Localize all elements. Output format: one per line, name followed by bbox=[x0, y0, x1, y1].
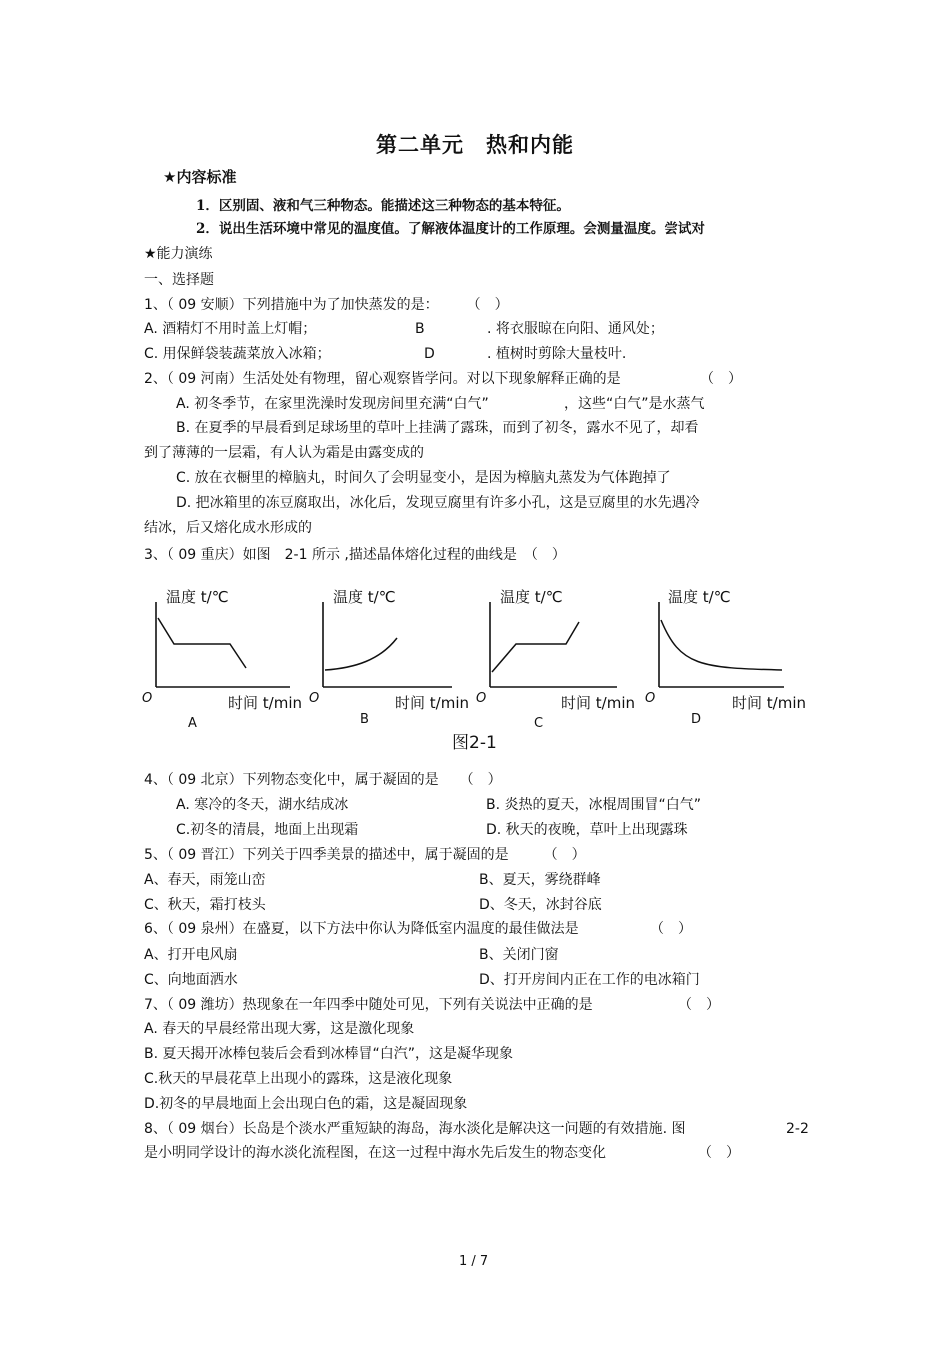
q1-option-a: A. 酒精灯不用时盖上灯帽； bbox=[144, 321, 317, 337]
graph-c-ylabel: 温度 t/℃ bbox=[500, 588, 563, 606]
graph-d-ylabel: 温度 t/℃ bbox=[668, 588, 731, 606]
graph-b-curve bbox=[325, 638, 397, 670]
q4-option-d: D. 秋天的夜晚，草叶上出现露珠 bbox=[486, 822, 688, 838]
q7-option-b: B. 夏天揭开冰棒包装后会看到冰棒冒“白汽”，这是凝华现象 bbox=[144, 1046, 514, 1062]
q1-option-d: . 植树时剪除大量枝叶. bbox=[487, 346, 627, 362]
q4-option-a: A. 寒冷的冬天，湖水结成冰 bbox=[176, 797, 349, 813]
q1-option-b-letter: B bbox=[415, 321, 425, 337]
q5-option-c: C、秋天，霜打枝头 bbox=[144, 897, 266, 913]
q1-option-b: . 将衣服晾在向阳、通风处； bbox=[487, 321, 664, 337]
graph-panel-d bbox=[645, 588, 806, 727]
graph-b-origin: O bbox=[309, 691, 320, 706]
q7-stem: 7、（ 09 潍坊）热现象在一年四季中随处可见，下列有关说法中正确的是 bbox=[144, 997, 593, 1013]
q8-answer-paren: （ ） bbox=[698, 1145, 740, 1161]
graph-a-xlabel: 时间 t/min bbox=[228, 694, 302, 712]
q5-stem: 5、（ 09 晋江）下列关于四季美景的描述中，属于凝固的是 （ ） bbox=[144, 847, 586, 863]
graph-a-origin: O bbox=[142, 691, 153, 706]
q4-stem: 4、（ 09 北京）下列物态变化中，属于凝固的是 （ ） bbox=[144, 772, 502, 788]
q2-answer-paren: （ ） bbox=[700, 371, 742, 387]
q7-option-d: D.初冬的早晨地面上会出现白色的霜，这是凝固现象 bbox=[144, 1096, 468, 1112]
q6-option-b: B、关闭门窗 bbox=[479, 947, 559, 963]
q6-answer-paren: （ ） bbox=[650, 921, 692, 937]
figure-caption: 图2-1 bbox=[452, 733, 497, 753]
q6-option-c: C、向地面洒水 bbox=[144, 972, 238, 988]
q7-answer-paren: （ ） bbox=[678, 997, 720, 1013]
q2-option-b-line2: 到了薄薄的一层霜，有人认为霜是由露变成的 bbox=[144, 445, 424, 461]
q2-stem: 2、（ 09 河南）生活处处有物理，留心观察皆学问。对以下现象解释正确的是 bbox=[144, 371, 621, 387]
page-title: 第二单元 热和内能 bbox=[376, 133, 574, 157]
graph-d-xlabel: 时间 t/min bbox=[732, 694, 806, 712]
q7-option-a: A. 春天的早晨经常出现大雾，这是激化现象 bbox=[144, 1021, 415, 1037]
graph-d-curve bbox=[661, 620, 782, 670]
q2-option-b-line1: B. 在夏季的早晨看到足球场里的草叶上挂满了露珠，而到了初冬，露水不见了，却看 bbox=[176, 420, 699, 436]
q4-option-b: B. 炎热的夏天，冰棍周围冒“白气” bbox=[486, 797, 702, 813]
q6-stem: 6、（ 09 泉州）在盛夏，以下方法中你认为降低室内温度的最佳做法是 bbox=[144, 921, 579, 937]
graph-panel-a bbox=[142, 588, 302, 731]
page-number: 1 / 7 bbox=[459, 1254, 489, 1269]
graph-c-curve bbox=[492, 622, 579, 672]
graph-d-origin: O bbox=[645, 691, 656, 706]
graph-d-label: D bbox=[691, 712, 702, 727]
standard-item-1: 1．区别固、液和气三种物态。能描述这三种物态的基本特征。 bbox=[196, 198, 570, 214]
graph-c-label: C bbox=[534, 716, 544, 731]
q8-line1: 8、（ 09 烟台）长岛是个淡水严重短缺的海岛，海水淡化是解决这一问题的有效措施. 图 bbox=[144, 1121, 686, 1137]
q2-option-d-line1: D. 把冰箱里的冻豆腐取出，冰化后，发现豆腐里有许多小孔，这是豆腐里的水先遇冷 bbox=[176, 495, 700, 511]
q2-option-d-line2: 结冰，后又熔化成水形成的 bbox=[144, 520, 312, 536]
q5-option-b: B、夏天，雾绕群峰 bbox=[479, 872, 601, 888]
graph-a-ylabel: 温度 t/℃ bbox=[166, 588, 229, 606]
graph-c-xlabel: 时间 t/min bbox=[561, 694, 635, 712]
graph-b-xlabel: 时间 t/min bbox=[395, 694, 469, 712]
graph-b-label: B bbox=[360, 712, 369, 727]
section-heading: 一、选择题 bbox=[144, 272, 214, 288]
graph-c-origin: O bbox=[476, 691, 487, 706]
q2-option-a-part2: ，这些“白气”是水蒸气 bbox=[564, 396, 705, 412]
q1-stem: 1、（ 09 安顺）下列措施中为了加快蒸发的是： （ ） bbox=[144, 297, 509, 313]
q2-option-c: C. 放在衣橱里的樟脑丸，时间久了会明显变小，是因为樟脑丸蒸发为气体跑掉了 bbox=[176, 470, 671, 486]
q5-option-d: D、冬天，冰封谷底 bbox=[479, 897, 602, 913]
q2-option-a-part1: A. 初冬季节，在家里洗澡时发现房间里充满“白气” bbox=[176, 396, 489, 412]
q4-option-c: C.初冬的清晨，地面上出现霜 bbox=[176, 822, 359, 838]
q6-option-d: D、打开房间内正在工作的电冰箱门 bbox=[479, 972, 700, 988]
graph-panel-c bbox=[476, 588, 635, 731]
graph-a-label: A bbox=[188, 716, 197, 731]
q5-option-a: A、春天，雨笼山峦 bbox=[144, 872, 266, 888]
q1-option-d-letter: D bbox=[424, 346, 435, 362]
figure-2-1 bbox=[140, 580, 820, 755]
graph-b-ylabel: 温度 t/℃ bbox=[333, 588, 396, 606]
graph-a-curve bbox=[158, 618, 246, 668]
practice-heading: ★能力演练 bbox=[144, 246, 213, 262]
q8-line2: 是小明同学设计的海水淡化流程图，在这一过程中海水先后发生的物态变化 bbox=[144, 1145, 606, 1161]
graph-panel-b bbox=[309, 588, 469, 727]
q7-option-c: C.秋天的早晨花草上出现小的露珠，这是液化现象 bbox=[144, 1071, 453, 1087]
standard-heading: ★内容标准 bbox=[163, 168, 237, 186]
standard-item-2: 2．说出生活环境中常见的温度值。了解液体温度计的工作原理。会测量温度。尝试对 bbox=[196, 221, 705, 237]
q6-option-a: A、打开电风扇 bbox=[144, 947, 238, 963]
q8-figure-ref: 2-2 bbox=[786, 1121, 809, 1137]
q3-stem: 3、（ 09 重庆）如图 2-1 所示 ,描述晶体熔化过程的曲线是 （ ） bbox=[144, 547, 566, 563]
q1-option-c: C. 用保鲜袋装蔬菜放入冰箱； bbox=[144, 346, 331, 362]
